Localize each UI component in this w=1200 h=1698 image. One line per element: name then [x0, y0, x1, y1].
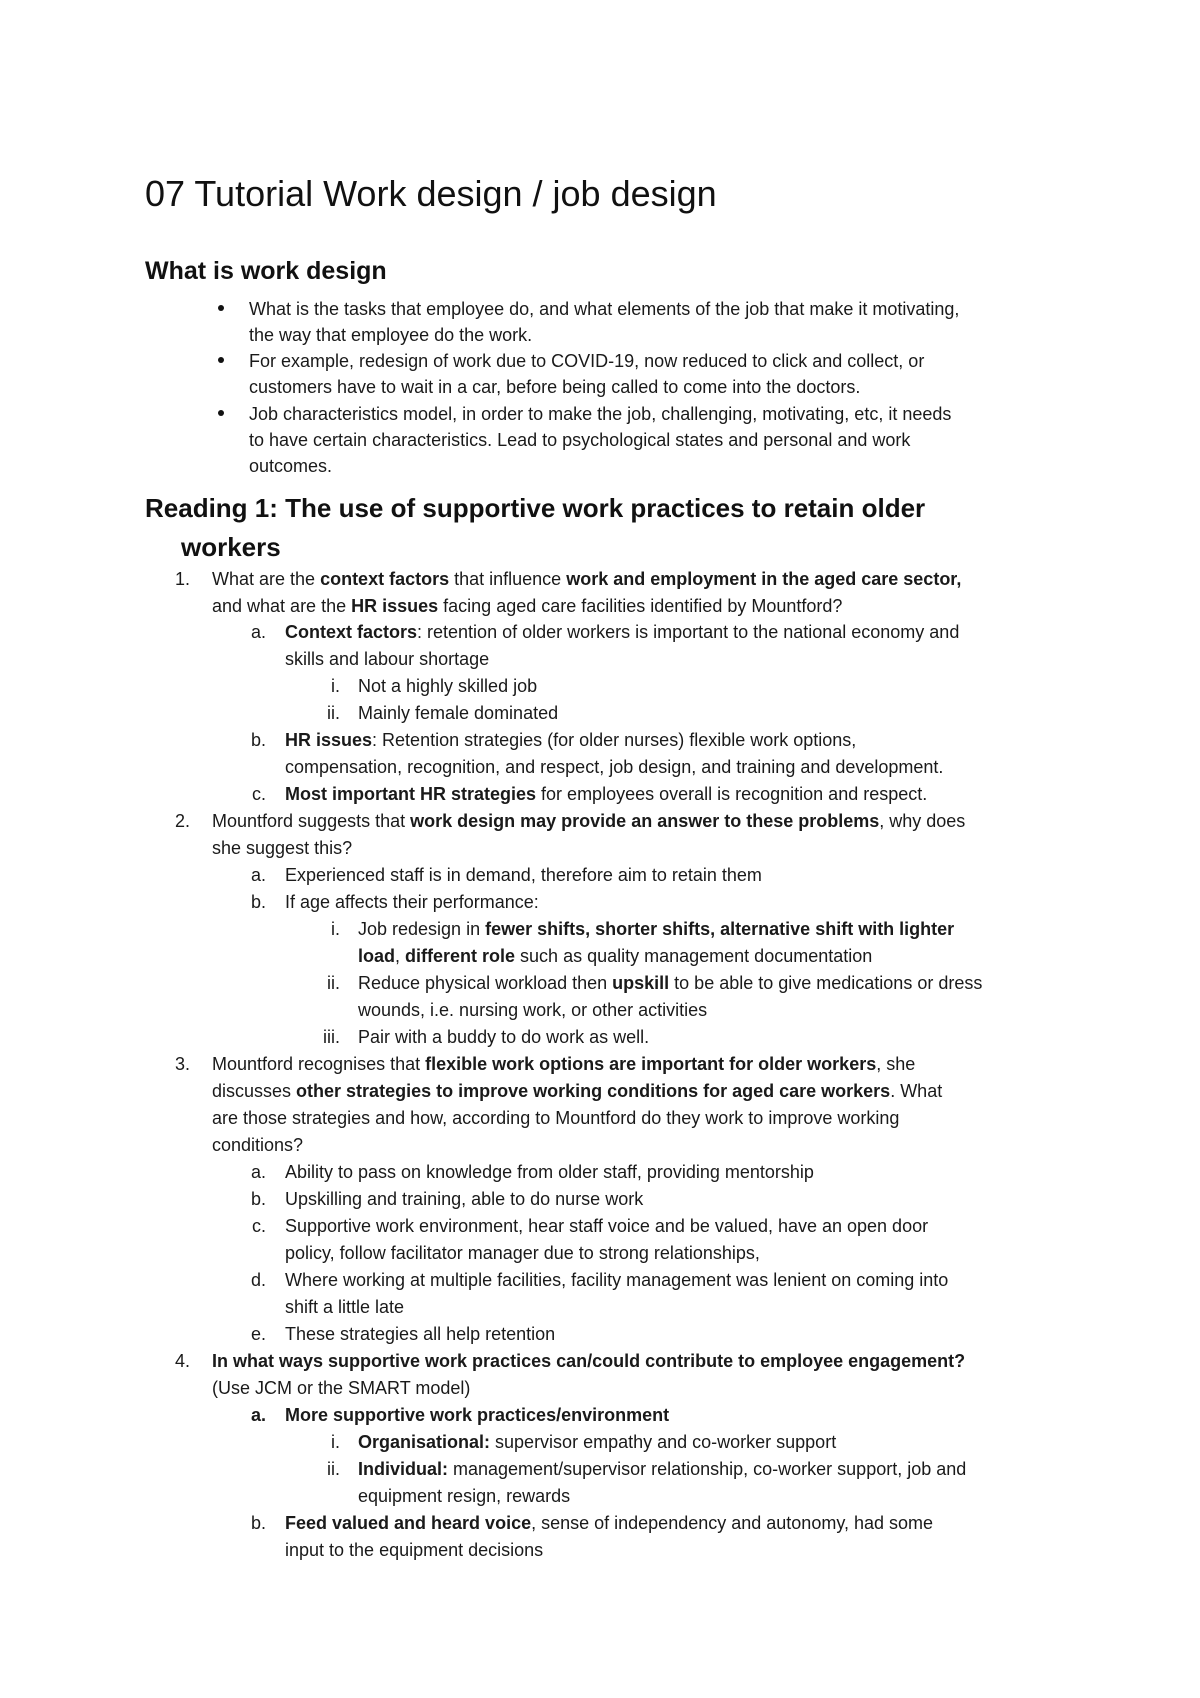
question-3-line: are those strategies and how, according to Mountford do they work to improve working	[212, 1108, 900, 1128]
answer-line: shift a little late	[285, 1297, 405, 1317]
list-roman: ii.	[327, 973, 340, 993]
list-letter: c.	[251, 1216, 266, 1236]
answer-line: Ability to pass on knowledge from older staff, providing mentorship	[285, 1162, 814, 1182]
bullet-text: outcomes.	[249, 456, 333, 476]
list-letter: a.	[250, 622, 266, 642]
list-letter: c.	[251, 784, 266, 804]
heading-line: workers	[181, 532, 281, 562]
question-3-line: discusses other strategies to improve working conditions for aged care workers. What	[212, 1081, 943, 1101]
list-letter: b.	[250, 892, 266, 912]
answer-line: Job redesign in fewer shifts, shorter shifts, alternative shift with lighter	[358, 919, 955, 939]
section-heading-reading-1	[145, 489, 1075, 567]
answer-line: Organisational: supervisor empathy and co-worker support	[358, 1432, 837, 1452]
question-4-line: In what ways supportive work practices can/could contribute to employee engagement?	[212, 1351, 966, 1371]
question-2-line: she suggest this?	[212, 838, 353, 858]
bullet-text: For example, redesign of work due to COVID-19, now reduced to click and collect, or	[249, 351, 925, 371]
list-number: 3.	[174, 1054, 190, 1074]
answer-line: Where working at multiple facilities, facility management was lenient on coming into	[285, 1270, 949, 1290]
list-roman: i.	[331, 919, 340, 939]
answer-line: Not a highly skilled job	[358, 676, 538, 696]
list-roman: i.	[331, 676, 340, 696]
answer-line: Mainly female dominated	[358, 703, 559, 723]
list-roman: ii.	[327, 703, 340, 723]
answer-line: Pair with a buddy to do work as well.	[358, 1027, 650, 1047]
answer-line: Feed valued and heard voice, sense of independency and autonomy, had some	[285, 1513, 934, 1533]
list-letter: d.	[250, 1270, 266, 1290]
answer-line: skills and labour shortage	[285, 649, 490, 669]
answer-line: HR issues: Retention strategies (for older nurses) flexible work options,	[285, 730, 857, 750]
answer-line: If age affects their performance:	[285, 892, 539, 912]
list-letter: a.	[250, 1405, 266, 1425]
question-1-line: What are the context factors that influence work and employment in the aged care sector,	[212, 569, 962, 589]
bullet-dot	[218, 410, 224, 416]
list-letter: b.	[250, 1189, 266, 1209]
list-letter: a.	[250, 1162, 266, 1182]
list-letter: a.	[250, 865, 266, 885]
answer-line: Supportive work environment, hear staff voice and be valued, have an open door	[285, 1216, 929, 1236]
question-4-line: (Use JCM or the SMART model)	[212, 1378, 471, 1398]
bullet-text: to have certain characteristics. Lead to psychological states and personal and work	[249, 430, 911, 450]
list-letter: e.	[250, 1324, 266, 1344]
answer-line: Context factors: retention of older workers is important to the national economy and	[285, 622, 960, 642]
question-3-line: conditions?	[212, 1135, 304, 1155]
answer-line: Reduce physical workload then upskill to be able to give medications or dress	[358, 973, 983, 993]
question-1-line: and what are the HR issues facing aged care facilities identified by Mountford?	[212, 596, 843, 616]
list-letter: b.	[250, 1513, 266, 1533]
answer-line: equipment resign, rewards	[358, 1486, 571, 1506]
answer-line: Experienced staff is in demand, therefore aim to retain them	[285, 865, 762, 885]
bullet-text: the way that employee do the work.	[249, 325, 533, 345]
answer-line: More supportive work practices/environment	[285, 1405, 670, 1425]
answer-line: compensation, recognition, and respect, job design, and training and development.	[285, 757, 944, 777]
answer-line: load, different role such as quality management documentation	[358, 946, 873, 966]
section-heading-work-design: What is work design	[145, 257, 387, 285]
answer-line: These strategies all help retention	[285, 1324, 556, 1344]
page-title: 07 Tutorial Work design / job design	[145, 173, 717, 214]
bullet-text: Job characteristics model, in order to make the job, challenging, motivating, etc, it needs	[249, 404, 952, 424]
answer-line: Upskilling and training, able to do nurse work	[285, 1189, 644, 1209]
answer-line: wounds, i.e. nursing work, or other activities	[358, 1000, 708, 1020]
question-2-line: Mountford suggests that work design may provide an answer to these problems, why does	[212, 811, 966, 831]
list-letter: b.	[250, 730, 266, 750]
list-roman: iii.	[323, 1027, 340, 1047]
list-roman: i.	[331, 1432, 340, 1452]
bullet-dot	[218, 357, 224, 363]
list-roman: ii.	[327, 1459, 340, 1479]
list-number: 4.	[174, 1351, 190, 1371]
answer-line: policy, follow facilitator manager due to strong relationships,	[285, 1243, 760, 1263]
answer-line: Individual: management/supervisor relationship, co-worker support, job and	[358, 1459, 967, 1479]
heading-line: Reading 1: The use of supportive work practices to retain older	[145, 493, 926, 523]
list-number: 2.	[174, 811, 190, 831]
question-3-line: Mountford recognises that flexible work options are important for older workers, she	[212, 1054, 916, 1074]
answer-line: Most important HR strategies for employees overall is recognition and respect.	[285, 784, 928, 804]
list-number: 1.	[174, 569, 190, 589]
answer-line: input to the equipment decisions	[285, 1540, 544, 1560]
bullet-dot	[218, 305, 224, 311]
bullet-text: What is the tasks that employee do, and what elements of the job that make it motivating,	[249, 299, 960, 319]
bullet-text: customers have to wait in a car, before being called to come into the doctors.	[249, 377, 861, 397]
